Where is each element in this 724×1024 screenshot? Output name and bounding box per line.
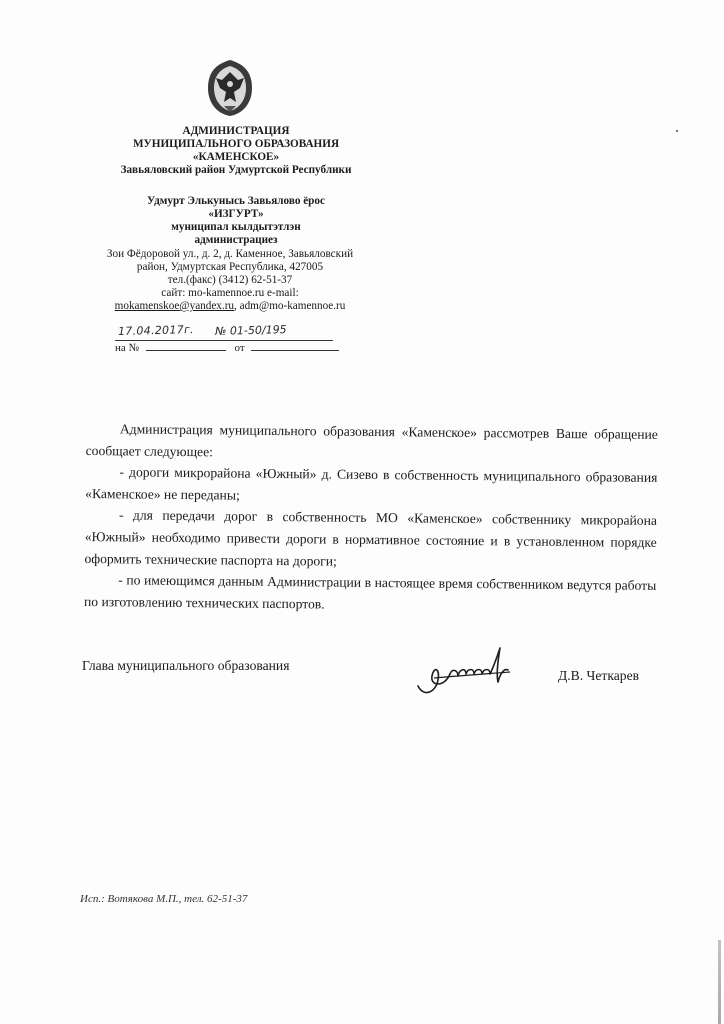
address-line-2: район, Удмуртская Республика, 427005 [136,261,324,273]
from-label: от [234,342,245,354]
from-date-blank [251,340,339,351]
header-line-3: «КАМЕНСКОЕ» [192,151,280,163]
header-line-2: МУНИЦИПАЛЬНОГО ОБРАЗОВАНИЯ [132,138,340,150]
scan-edge-shadow [718,940,721,1024]
body-paragraph-transfer: - для передачи дорог в собственность МО «Каменское» собственнику микрорайона «Южный» необходимо привести дороги в нормативное состояние и в установленном порядке оформить технические паспорта на дороги; [84,507,658,569]
udmurt-line-4: администрациез [194,234,278,246]
executor-note: Исп.: Вотякова М.П., тел. 62-51-37 [80,893,248,905]
on-number-blank [146,340,226,351]
signatory-title: Глава муниципального образования [82,658,290,673]
udmurt-line-1: Удмурт Элькунысь Завьялово ёрос [147,195,325,207]
udmurt-line-3: муниципал кылдытэтлэн [171,221,301,233]
body-paragraph-passports: - по имеющимся данным Администрации в настоящее время собственником ведутся работы по изготовлению технических паспортов. [84,572,657,612]
contact-address-block [80,248,380,313]
email-link-yandex[interactable]: mokamenskoe@yandex.ru [114,300,235,312]
header-line-1: АДМИНИСТРАЦИЯ [182,125,290,137]
website-line: сайт: mo-kamennoe.ru e-mail: [161,287,299,299]
on-number-label: на № [115,342,140,354]
scan-speck [676,130,678,132]
letter-body [84,418,658,618]
handwritten-signature [414,640,526,702]
handwritten-date: 17.04.2017г. [117,323,195,338]
handwritten-number: № 01-50/195 [214,323,287,338]
body-paragraph-intro: Администрация муниципального образования «Каменское» рассмотрев Ваше обращение сообщает следующее: [85,421,658,459]
header-line-4: Завьяловский район Удмуртской Республики [120,164,352,176]
coat-of-arms-emblem [202,58,258,118]
email-line [80,300,380,313]
udmurt-header [86,195,386,247]
body-paragraph-roads: - дороги микрорайона «Южный» д. Сизево в собственность муниципального образования «Каменское» не переданы; [85,464,658,503]
udmurt-line-2: «ИЗГУРТ» [208,208,264,220]
administration-header [86,125,386,177]
incoming-reference [115,340,339,354]
email-rest: , adm@mo-kamennoe.ru [234,300,346,312]
address-line-1: Зои Фёдоровой ул., д. 2, д. Каменное, Завьяловский [106,248,354,260]
phone-line: тел.(факс) (3412) 62-51-37 [167,274,293,286]
signatory-name: Д.В. Четкарев [558,668,640,683]
